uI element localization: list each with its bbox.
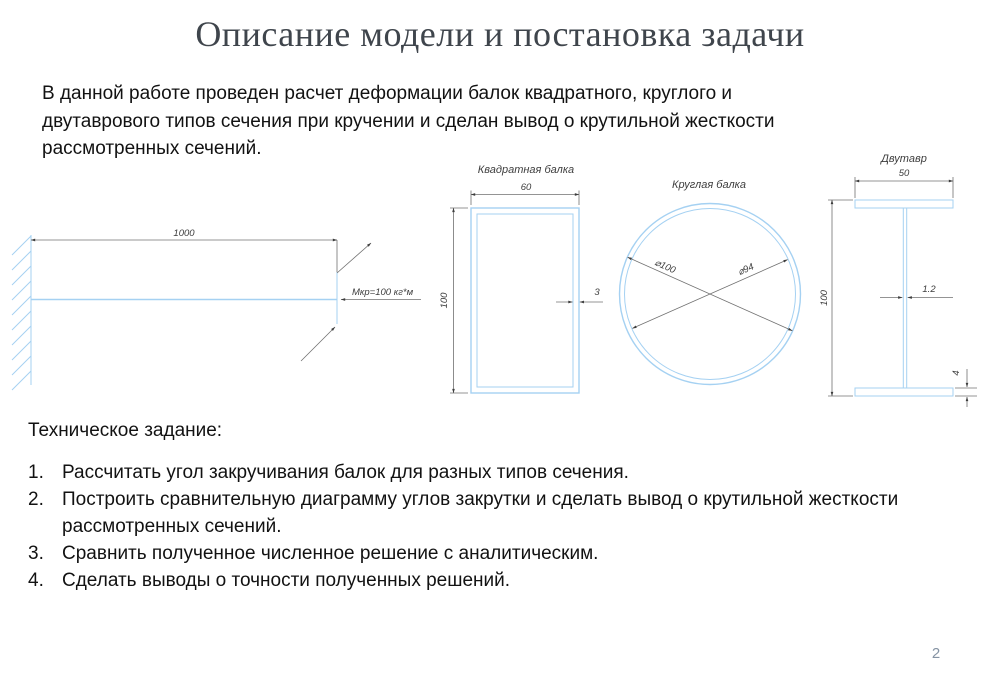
- i-beam-title: Двутавр: [881, 153, 927, 165]
- task-item-text: Сделать выводы о точности полученных решений.: [62, 570, 511, 591]
- task-item-number: 4.: [28, 570, 44, 591]
- i-beam-width-label: 50: [898, 168, 910, 179]
- square-height-label: 100: [439, 292, 450, 309]
- torque-label: Мкр=100 кг*м: [352, 287, 414, 298]
- square-outer-contour: [471, 208, 579, 393]
- intro-line: В данной работе проведен расчет деформации балок квадратного, круглого и: [42, 83, 733, 104]
- square-beam-title: Квадратная балка: [477, 164, 575, 176]
- task-item-number: 2.: [28, 489, 44, 510]
- torque-arrow-lower: [301, 327, 335, 361]
- wall-hatching: [12, 236, 31, 390]
- task-heading: Техническое задание:: [28, 420, 223, 441]
- square-beam-drawing: [439, 164, 603, 393]
- task-item: [28, 540, 898, 567]
- task-item-number: 3.: [28, 543, 44, 564]
- round-beam-drawing: [620, 179, 801, 385]
- wall-thickness-label: 3: [594, 287, 600, 298]
- task-item: [28, 486, 898, 540]
- intro-line: рассмотренных сечений.: [42, 138, 262, 159]
- web: [903, 208, 906, 388]
- torque-arrow-upper: [337, 243, 371, 273]
- bottom-flange: [855, 388, 953, 396]
- square-inner-contour: [477, 214, 573, 387]
- page-title: Описание модели и постановка задачи: [195, 14, 805, 54]
- task-item-number: 1.: [28, 462, 44, 483]
- square-width-label: 60: [520, 182, 532, 193]
- i-beam-height-label: 100: [819, 290, 830, 306]
- outer-diameter-label: ⌀100: [652, 257, 678, 277]
- round-beam-title: Круглая балка: [672, 179, 746, 191]
- web-thickness-label: 1.2: [922, 284, 936, 295]
- task-item: [28, 459, 898, 486]
- page-number: 2: [931, 645, 941, 662]
- cantilever-beam-drawing: [12, 228, 421, 390]
- inner-diameter-label: ⌀94: [736, 261, 756, 279]
- task-item-text: Сравнить полученное численное решение с аналитическим.: [62, 543, 599, 564]
- task-item-text: Рассчитать угол закручивания балок для разных типов сечения.: [62, 462, 629, 483]
- technical-drawings: [0, 145, 1000, 415]
- task-list: [28, 459, 898, 594]
- task-item: [28, 567, 898, 594]
- i-beam-drawing: [819, 153, 977, 407]
- task-item-text: Построить сравнительную диаграмму углов закрутки и сделать вывод о крутильной жесткости рассмотренных сечений.: [62, 489, 899, 537]
- length-dimension-label: 1000: [173, 228, 195, 239]
- intro-line: двутаврового типов сечения при кручении и сделан вывод о крутильной жесткости: [42, 110, 775, 132]
- top-flange: [855, 200, 953, 208]
- flange-thickness-label: 4: [951, 370, 962, 376]
